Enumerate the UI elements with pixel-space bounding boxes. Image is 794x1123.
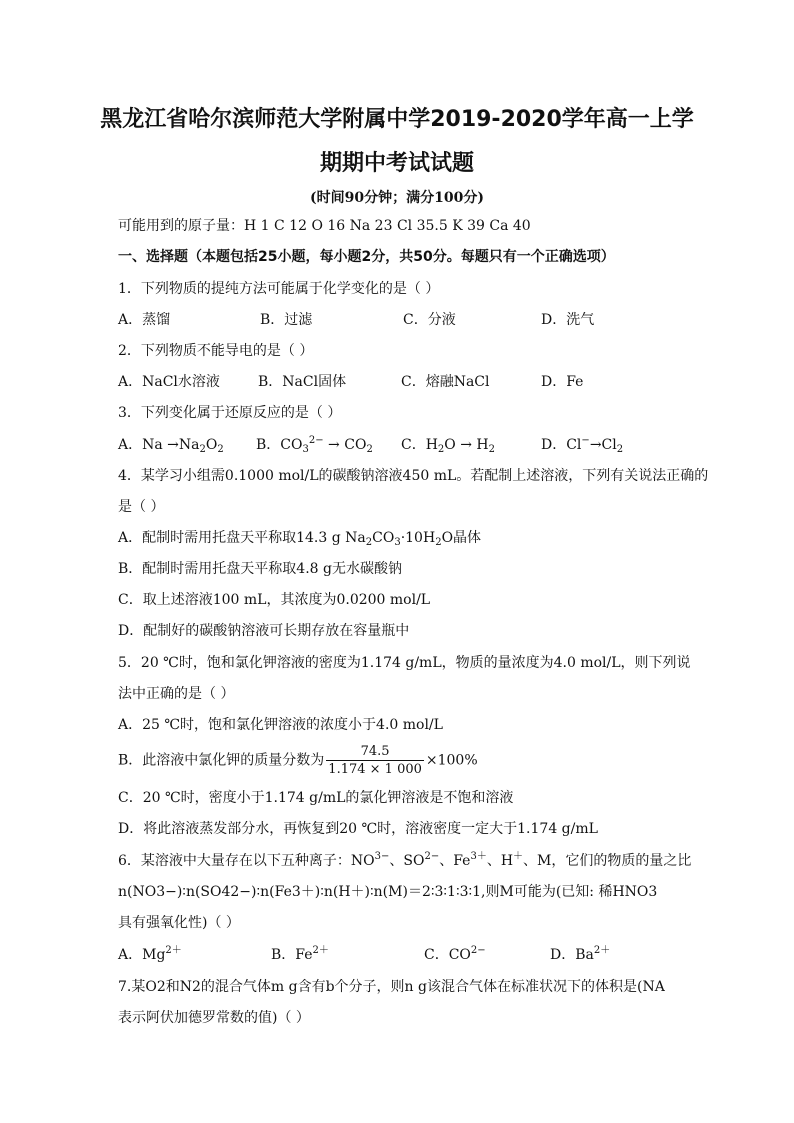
q1-option-d: D．洗气: [541, 312, 595, 328]
page-title-line-1: 黑龙江省哈尔滨师范大学附属中学2019-2020学年高一上学: [100, 107, 694, 132]
q2-option-c: C．熔融NaCl: [401, 374, 490, 390]
question-5-stem-line-2: 法中正确的是（ ）: [118, 686, 235, 702]
q5-option-a: A．25 ℃时，饱和氯化钾溶液的浓度小于4.0 mol/L: [118, 717, 443, 733]
question-7-stem-line-1: 7.某O2和N2的混合气体m g含有b个分子，则n g该混合气体在标准状况下的体积是(NA: [118, 979, 665, 995]
question-3-stem: 3．下列变化属于还原反应的是（ ）: [118, 405, 342, 421]
q1-option-b: B．过滤: [260, 312, 313, 328]
q1-option-a: A．蒸馏: [118, 312, 171, 328]
exam-subtitle: (时间90分钟；满分100分): [310, 190, 484, 206]
q4-option-c: C．取上述溶液100 mL，其浓度为0.0200 mol/L: [118, 592, 431, 608]
atomic-masses: 可能用到的原子量：H 1 C 12 O 16 Na 23 Cl 35.5 K 39 Ca 40: [118, 218, 531, 234]
q3-option-a: A．$Na \to Na_2O_2$: [118, 437, 224, 455]
q2-option-b: B．NaCl固体: [258, 374, 347, 390]
q3-option-c: C．$H_2O \to H_2$: [401, 437, 495, 455]
q3-option-b: B．$CO_3^{2-} \to CO_2$: [256, 435, 373, 455]
q5-option-b: B．此溶液中氯化钾的质量分数为 $\frac{74.5}{1.174 \times 1 000}$ ×100%: [118, 744, 478, 777]
section-heading: 一、选择题（本题包括25小题，每小题2分，共50分。每题只有一个正确选项）: [118, 249, 615, 265]
question-1-stem: 1．下列物质的提纯方法可能属于化学变化的是（ ）: [118, 281, 440, 297]
question-6-stem-line-3: 具有强氧化性)（ ）: [118, 915, 240, 931]
question-6-stem-line-1: 6．某溶液中大量存在以下五种离子：$NO^{3-}$、$SO^{2-}$、$Fe^{3+}$、H＋、M，它们的物质的量之比: [118, 851, 692, 869]
q4-option-b: B．配制时需用托盘天平称取4.8 g无水碳酸钠: [118, 561, 402, 577]
q5-option-c: C．20 ℃时，密度小于1.174 g/mL的氯化钾溶液是不饱和溶液: [118, 790, 514, 806]
q6-option-a: A．$Mg^{2+}$: [118, 945, 182, 963]
q4-option-a: A．配制时需用托盘天平称取14.3 g $Na_2CO_3\cdot 10H_2O$晶体: [118, 530, 482, 548]
q6-option-c: C．$CO^{2-}$: [424, 945, 486, 963]
question-7-stem-line-2: 表示阿伏加德罗常数的值)（ ）: [118, 1010, 310, 1026]
mass-fraction: $\frac{74.5}{1.174 \times 1 000}$: [328, 744, 422, 777]
q2-option-d: D．Fe: [541, 374, 584, 390]
q6-option-d: D．$Ba^{2+}$: [550, 945, 611, 963]
question-4-stem-line-1: 4．某学习小组需0.1000 mol/L的碳酸钠溶液450 mL。若配制上述溶液，下列有关说法正确的: [118, 468, 709, 484]
q1-option-c: C．分液: [403, 312, 456, 328]
q3-option-d: D．$Cl^-\to Cl_2$: [541, 435, 624, 455]
q4-option-d: D．配制好的碳酸钠溶液可长期存放在容量瓶中: [118, 623, 410, 639]
q5-option-d: D．将此溶液蒸发部分水，再恢复到20 ℃时，溶液密度一定大于1.174 g/mL: [118, 821, 598, 837]
q2-option-a: A．NaCl水溶液: [118, 374, 220, 390]
question-4-stem-line-2: 是（ ）: [118, 499, 165, 515]
page-title-line-2: 期期中考试试题: [319, 151, 474, 176]
question-6-stem-line-2: n(NO3−)∶n(SO42−)∶n(Fe3＋)∶n(H＋)∶n(M)＝2∶3∶1∶3∶1,则M可能为(已知: 稀HNO3: [118, 884, 658, 900]
q6-option-b: B．$Fe^{2+}$: [271, 945, 329, 963]
question-2-stem: 2．下列物质不能导电的是（ ）: [118, 343, 314, 359]
question-5-stem-line-1: 5．20 ℃时，饱和氯化钾溶液的密度为1.174 g/mL，物质的量浓度为4.0 mol/L，则下列说: [118, 655, 691, 671]
